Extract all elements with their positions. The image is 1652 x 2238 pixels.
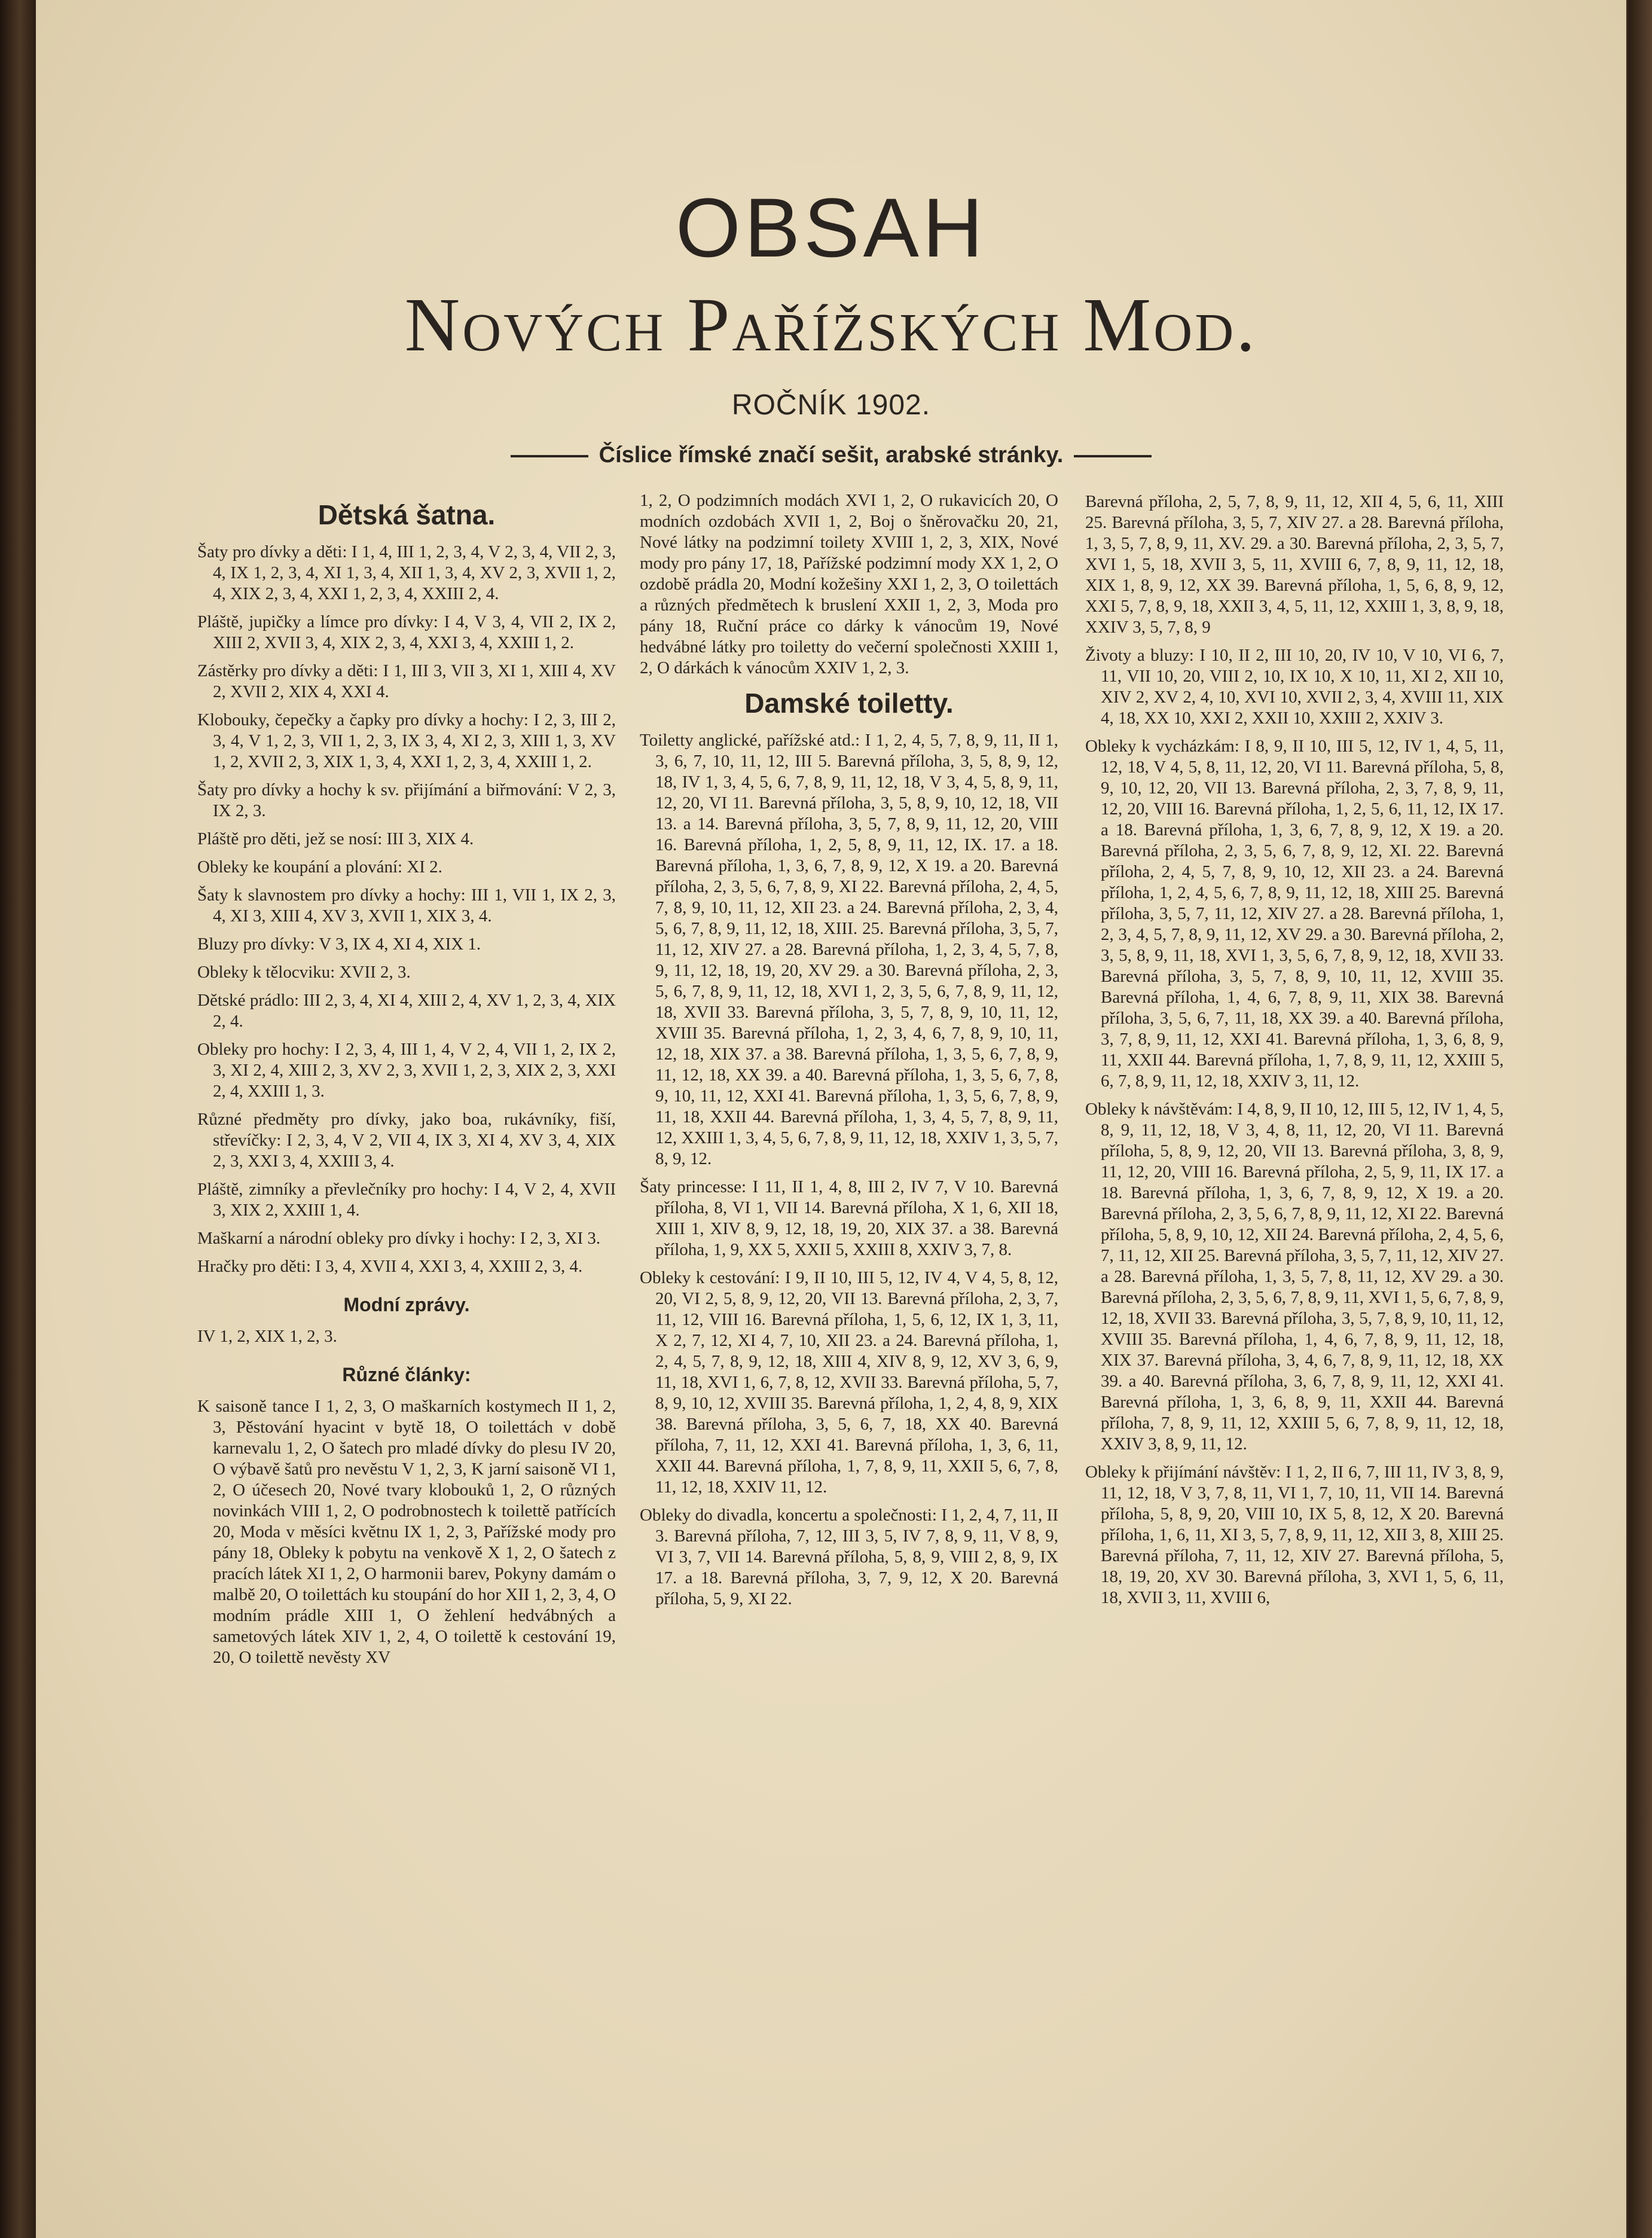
rule-right xyxy=(1074,455,1152,457)
index-entry: Obleky do divadla, koncertu a společnosti: I 1, 2, 4, 7, 11, II 3. Barevná příloha, 7, 12, III 3, 5, IV 7, 8, 9, 11, V 8, 9, VI 3, 7, VII 14. Barevná příloha, 5, 8, 9, VIII 2, 8, 9, IX 17. a 18. Barevná příloha, 3, 7, 9, 12, X 20. Barevná příloha, 5, 9, XI 22. xyxy=(640,1506,1058,1608)
section-heading-modni-zpravy: Modní zprávy. xyxy=(343,1294,470,1315)
index-entry: Pláště pro děti, jež se nosí: III 3, XIX 4. xyxy=(197,829,474,848)
index-entry: Šaty pro dívky a hochy k sv. přijímání a biřmování: V 2, 3, IX 2, 3. xyxy=(197,780,616,820)
obleky-divadla-continued: Barevná příloha, 2, 5, 7, 8, 9, 11, 12, XII 4, 5, 6, 11, XIII 25. Barevná příloha, 3, 5, 7, XIV 27. a 28. Barevná příloha, 1, 3, 5, 7, 8, 9, 11, XV. 29. a 30. Barevná příloha, 2, 3, 5, 7, XVI 1, 5, 18, XVII 3, 5, 11, XVIII 6, 7, 8, 9, 11, 12, 18, XIX 1, 8, 9, 12, XX 39. Barevná příloha, 1, 5, 6, 8, 9, 12, XXI 5, 7, 8, 9, 18, XXII 3, 4, 5, 11, 12, XXIII 1, 3, 8, 9, 18, XXIV 3, 5, 7, 8, 9 xyxy=(1085,492,1504,637)
index-entry: Různé předměty pro dívky, jako boa, rukávníky, fiší, střevíčky: I 2, 3, 4, V 2, VII 4, IX 3, XI 4, XV 3, 4, XIX 2, 3, XXI 3, 4, XXIII 3, 4. xyxy=(197,1110,616,1171)
page-title: OBSAH xyxy=(675,181,987,274)
section-heading-ruzne-clanky: Různé články: xyxy=(342,1364,471,1385)
index-entry: Zástěrky pro dívky a děti: I 1, III 3, VII 3, XI 1, XIII 4, XV 2, XVII 2, XIX 4, XXI 4. xyxy=(197,661,616,701)
index-entry: Dětské prádlo: III 2, 3, 4, XI 4, XIII 2, 4, XV 1, 2, 3, 4, XIX 2, 4. xyxy=(197,991,616,1031)
index-entry: Životy a bluzy: I 10, II 2, III 10, 20, IV 10, V 10, VI 6, 7, 11, VII 10, 20, VIII 2, 10, IX 10, X 10, 11, XI 2, XII 10, XIV 2, XV 2, 4, 10, XVI 10, XVII 2, 3, 4, XVIII 11, XIX 4, 18, XX 10, XXI 2, XXII 10, XXIII 2, XXIV 3. xyxy=(1085,646,1504,728)
index-entry: Obleky k přijímání návštěv: I 1, 2, II 6, 7, III 11, IV 3, 8, 9, 11, 12, 18, V 3, 7, 8, 11, VI 1, 7, 10, 11, VII 14. Barevná příloha, 5, 8, 9, 20, VIII 10, IX 5, 8, 12, X 20. Barevná příloha, 1, 6, 11, XI 3, 5, 7, 8, 9, 11, 12, XII 3, 8, XIII 25. Barevná příloha, 7, 11, 12, XIV 27. Barevná příloha, 5, 18, 19, 20, XV 30. Barevná příloha, 3, XVI 1, 5, 6, 11, 18, XVII 3, 11, XVIII 6, xyxy=(1085,1463,1504,1607)
index-entry: Obleky k návštěvám: I 4, 8, 9, II 10, 12, III 5, 12, IV 1, 4, 5, 8, 9, 11, 12, 18, V 3, 4, 8, 11, 12, 20, VI 11. Barevná příloha, 5, 8, 9, 12, 20, VII 13. Barevná příloha, 3, 8, 9, 11, 12, 20, VIII 16. Barevná příloha, 2, 5, 9, 11, IX 17. a 18. Barevná příloha, 1, 3, 6, 7, 8, 9, 12, X 19. a 20. Barevná příloha, 2, 3, 5, 6, 7, 8, 9, 11, 12, XI 22. Barevná příloha, 5, 8, 9, 10, 12, XII 24. Barevná příloha, 2, 4, 5, 6, 7, 11, 12, XII 25. Barevná příloha, 3, 5, 7, 11, 12, XIV 27. a 28. Barevná příloha, 1, 3, 5, 7, 8, 11, 12, XV 29. a 30. Barevná příloha, 2, 3, 5, 6, 7, 8, 9, 11, XVI 1, 5, 6, 7, 8, 9, 12, 18, XVII 33. Barevná příloha, 3, 5, 7, 8, 9, 10, 11, 12, XVIII 35. Barevná příloha, 1, 4, 6, 7, 8, 9, 11, 12, 18, XIX 37. Barevná příloha, 3, 4, 6, 7, 8, 9, 11, 12, 18, XX 39. a 40. Barevná příloha, 3, 6, 7, 8, 9, 11, 12, XXI 41. Barevná příloha, 1, 3, 6, 8, 9, 11, XXII 44. Barevná příloha, 7, 8, 9, 11, 12, XXIII 5, 6, 7, 8, 9, 11, 12, 18, XXIV 3, 8, 9, 11, 12. xyxy=(1085,1100,1504,1454)
column-right xyxy=(1085,491,1504,2202)
index-entry: Pláště, zimníky a převlečníky pro hochy: I 4, V 2, 4, XVII 3, XIX 2, XXIII 1, 4. xyxy=(197,1180,616,1220)
index-entry: Toiletty anglické, pařížské atd.: I 1, 2, 4, 5, 7, 8, 9, 11, II 1, 3, 6, 7, 10, 11, 12, III 5. Barevná příloha, 3, 5, 8, 9, 12, 18, IV 1, 3, 4, 5, 6, 7, 8, 9, 11, 12, 18, V 3, 4, 5, 8, 9, 11, 12, 20, VI 11. Barevná příloha, 3, 5, 8, 9, 10, 12, 18, VII 13. a 14. Barevná příloha, 3, 5, 7, 8, 9, 11, 12, 20, VIII 16. Barevná příloha, 1, 2, 5, 8, 9, 11, 12, IX. 17. a 18. Barevná příloha, 1, 3, 6, 7, 8, 9, 12, X 19. a 20. Barevná příloha, 2, 3, 5, 6, 7, 8, 9, XI 22. Barevná příloha, 2, 4, 5, 7, 8, 9, 10, 11, 12, XII 23. a 24. Barevná příloha, 2, 3, 4, 5, 6, 7, 8, 9, 11, 12, 18, XIII. 25. Barevná příloha, 3, 5, 7, 11, 12, XIV 27. a 28. Barevná příloha, 1, 2, 3, 4, 5, 7, 8, 9, 11, 12, 18, 19, 20, XV 29. a 30. Barevná příloha, 2, 3, 5, 6, 7, 8, 9, 11, 12, 18, XVI 1, 2, 3, 5, 6, 7, 8, 9, 11, 12, 18, XVII 33. Barevná příloha, 3, 5, 7, 8, 9, 10, 11, 12, XVIII 35. Barevná příloha, 1, 2, 3, 4, 6, 7, 8, 9, 10, 11, 12, 18, XIX 37. a 38. Barevná příloha, 1, 3, 5, 6, 7, 8, 9, 11, 12, 18, XX 39. a 40. Barevná příloha, 1, 3, 5, 6, 7, 8, 9, 10, 11, 12, XXI 41. Barevná příloha, 1, 3, 5, 6, 7, 8, 9, 11, 18, XXII 44. Barevná příloha, 1, 3, 4, 5, 7, 8, 9, 11, 12, XXIII 1, 3, 4, 5, 6, 7, 8, 9, 11, 12, 18, XXIV 1, 3, 5, 7, 8, 9, 12. xyxy=(640,731,1058,1168)
index-entry: Klobouky, čepečky a čapky pro dívky a hochy: I 2, 3, III 2, 3, 4, V 1, 2, 3, VII 1, 2, 3, IX 3, 4, XI 2, 3, XIII 1, 3, XV 1, 2, XVII 2, 3, XIX 1, 3, 4, XXI 1, 2, 3, 4, XXIII 1, 2. xyxy=(197,710,616,771)
column-left xyxy=(197,490,616,2200)
section-heading-damske-toiletty: Damské toiletty. xyxy=(744,688,954,719)
modni-zpravy-text: IV 1, 2, XIX 1, 2, 3. xyxy=(197,1327,337,1346)
numbering-note-text: Číslice římské značí sešit, arabské stránky. xyxy=(598,442,1064,468)
index-entry: Obleky k cestování: I 9, II 10, III 5, 12, IV 4, V 4, 5, 8, 12, 20, VI 2, 5, 8, 9, 12, 20, VII 13. Barevná příloha, 2, 3, 7, 11, 12, VIII 16. Barevná příloha, 1, 5, 6, 12, IX 1, 3, 11, X 2, 7, 12, XI 4, 7, 10, XII 23. a 24. Barevná příloha, 1, 2, 4, 5, 7, 8, 9, 12, 18, XIII 4, XIV 8, 9, 12, XV 3, 6, 9, 11, 18, XVI 1, 6, 7, 8, 12, XVII 33. Barevná příloha, 5, 7, 8, 9, 10, 12, XVIII 35. Barevná příloha, 1, 2, 4, 8, 9, XIX 38. Barevná příloha, 3, 5, 6, 7, 18, XX 40. Barevná příloha, 7, 11, 12, XXI 41. Barevná příloha, 1, 3, 6, 11, XXII 44. Barevná příloha, 1, 7, 8, 9, 11, XXII 5, 6, 7, 8, 11, 12, 18, XXIV 11, 12. xyxy=(640,1268,1058,1497)
index-entry: Šaty princesse: I 11, II 1, 4, 8, III 2, IV 7, V 10. Barevná příloha, 8, VI 1, VII 14. Barevná příloha, X 1, 6, XII 18, XIII 1, XIV 8, 9, 12, 18, 19, 20, XIX 37. a 38. Barevná příloha, 1, 9, XX 5, XXII 5, XXIII 8, XXIV 3, 7, 8. xyxy=(640,1177,1058,1259)
rule-left xyxy=(511,455,588,457)
column-middle xyxy=(640,490,1058,2200)
index-entry: Hračky pro děti: I 3, 4, XVII 4, XXI 3, 4, XXIII 2, 3, 4. xyxy=(197,1257,583,1276)
page xyxy=(36,0,1626,2238)
index-entry: Šaty k slavnostem pro dívky a hochy: III 1, VII 1, IX 2, 3, 4, XI 3, XIII 4, XV 3, XVII 1, XIX 3, 4. xyxy=(197,886,616,926)
index-entry: Obleky pro hochy: I 2, 3, 4, III 1, 4, V 2, 4, VII 1, 2, IX 2, 3, XI 2, 4, XIII 2, 3, XV 2, 3, XVII 1, 2, 3, XIX 2, 3, XXI 2, 4, XXIII 1, 3. xyxy=(197,1040,616,1101)
page-subtitle: Nových Pařížských Mod. xyxy=(404,282,1258,367)
ruzne-clanky-continued: 1, 2, O podzimních modách XVI 1, 2, O rukavicích 20, O modních ozdobách XVII 1, 2, Boj o šněrovačku 20, 21, Nové látky na podzimní toilety XVIII 1, 2, 3, XIX, Nové mody pro pány 17, 18, Pařížské podzimní mody XX 1, 2, O ozdobě prádla 20, Modní kožešiny XXI 1, 2, 3, O toilettách a různých předmětech k bruslení XXII 1, 2, 3, Moda pro pány 18, Ruční práce co dárky k vánocům 19, Nové hedvábné látky pro toiletty do večerní společnosti XXIII 1, 2, O dárkách k vánocům XXIV 1, 2, 3. xyxy=(640,491,1058,677)
volume-year: ROČNÍK 1902. xyxy=(731,389,931,421)
index-entry: Pláště, jupičky a límce pro dívky: I 4, V 3, 4, VII 2, IX 2, XIII 2, XVII 3, 4, XIX 2, 3, 4, XXI 3, 4, XXIII 1, 2. xyxy=(197,612,616,652)
index-entry: Obleky k tělocviku: XVII 2, 3. xyxy=(197,963,411,982)
numbering-note xyxy=(36,442,1626,468)
book-edge xyxy=(1628,0,1652,2238)
ruzne-clanky-text: K saisoně tance I 1, 2, 3, O maškarních kostymech II 1, 2, 3, Pěstování hyacint v bytě 18, O toilettách v době karnevalu 1, 2, O šatech pro mladé dívky do plesu IV 20, O výbavě šatů pro nevěstu V 1, 2, 3, K jarní saisoně VI 1, 2, O účesech 20, Nové tvary klobouků 1, 2, O různých novinkách VIII 1, 2, O podrobnostech k toilettě patřících 20, Moda v měsíci květnu IX 1, 2, 3, Pařížské mody pro pány 18, Obleky k pobytu na venkově X 1, 2, O šatech z pracích látek XI 1, 2, O harmonii barev, Pokyny damám o malbě 20, O toilettách ku stoupání do hor XII 1, 2, 3, 4, O modním prádle XIII 1, O žehlení hedvábných a sametových látek XIV 1, 2, 4, O toilettě k cestování 19, 20, O toilettě nevěsty XV xyxy=(197,1397,616,1667)
section-heading-detska-satna: Dětská šatna. xyxy=(317,499,496,530)
index-entry: Maškarní a národní obleky pro dívky i hochy: I 2, 3, XI 3. xyxy=(197,1229,601,1248)
index-entry: Obleky ke koupání a plování: XI 2. xyxy=(197,857,442,877)
book-spine xyxy=(0,0,36,2238)
index-entry: Šaty pro dívky a děti: I 1, 4, III 1, 2, 3, 4, V 2, 3, 4, VII 2, 3, 4, IX 1, 2, 3, 4, XI 1, 3, 4, XII 1, 3, 4, XV 2, 3, XVII 1, 2, 4, XIX 2, 3, 4, XXI 1, 2, 3, 4, XXIII 2, 4. xyxy=(197,542,616,603)
index-entry: Obleky k vycházkám: I 8, 9, II 10, III 5, 12, IV 1, 4, 5, 11, 12, 18, V 4, 5, 8, 11, 12, 20, VI 11. Barevná příloha, 5, 8, 9, 10, 12, 20, VII 13. Barevná příloha, 2, 3, 7, 8, 9, 11, 12, 20, VIII 16. Barevná příloha, 1, 2, 5, 6, 11, 12, IX 17. a 18. Barevná příloha, 1, 3, 6, 7, 8, 9, 12, X 19. a 20. Barevná příloha, 2, 3, 5, 6, 7, 8, 9, 12, XI. 22. Barevná příloha, 2, 4, 5, 7, 8, 9, 10, 12, XII 23. a 24. Barevná příloha, 1, 2, 4, 5, 6, 7, 8, 9, 11, 12, 18, XIII 25. Barevná příloha, 3, 5, 7, 11, 12, XIV 27. a 28. Barevná příloha, 1, 2, 3, 4, 5, 7, 8, 9, 11, 12, XV 29. a 30. Barevná příloha, 2, 3, 5, 8, 9, 11, 18, XVI 1, 3, 5, 6, 7, 8, 9, 12, 18, XVII 33. Barevná příloha, 3, 5, 7, 8, 9, 10, 11, 12, XVIII 35. Barevná příloha, 1, 4, 6, 7, 8, 9, 11, XIX 38. Barevná příloha, 3, 5, 6, 7, 11, 18, XX 39. a 40. Barevná příloha, 3, 7, 8, 9, 11, 12, XXI 41. Barevná příloha, 1, 3, 6, 8, 9, 11, XXII 44. Barevná příloha, 1, 7, 8, 9, 11, 12, XXIII 5, 6, 7, 8, 9, 11, 12, 18, XXIV 3, 11, 12. xyxy=(1085,737,1504,1091)
index-entry: Bluzy pro dívky: V 3, IX 4, XI 4, XIX 1. xyxy=(197,935,481,954)
